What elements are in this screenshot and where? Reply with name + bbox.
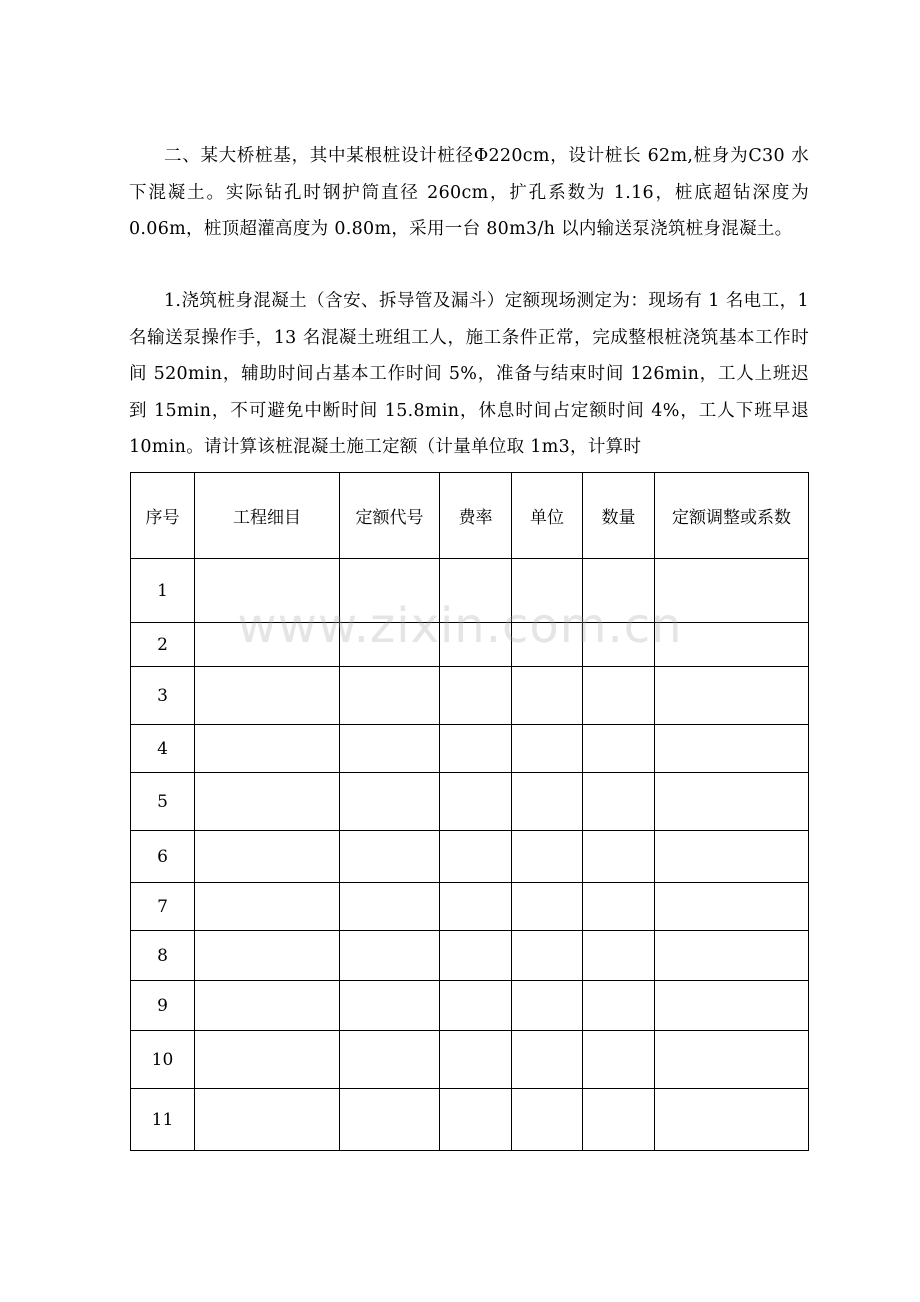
table-cell (340, 623, 440, 667)
table-cell (195, 623, 340, 667)
row-number-cell: 10 (131, 1031, 195, 1089)
table-cell (195, 773, 340, 831)
table-cell (583, 725, 655, 773)
table-cell (340, 773, 440, 831)
table-cell (195, 931, 340, 981)
row-number-cell: 11 (131, 1089, 195, 1151)
row-number-cell: 1 (131, 559, 195, 623)
table-cell (583, 667, 655, 725)
table-row (131, 831, 809, 883)
table-cell (440, 883, 512, 931)
row-number-cell: 2 (131, 623, 195, 667)
table-cell (340, 931, 440, 981)
table-cell (440, 981, 512, 1031)
table-cell (655, 931, 809, 981)
table-row (131, 1031, 809, 1089)
table-cell (655, 1031, 809, 1089)
table-header-row (131, 473, 809, 559)
table-cell (583, 773, 655, 831)
header-cell: 定额代号 (340, 473, 440, 559)
table-cell (340, 559, 440, 623)
row-number-cell: 5 (131, 773, 195, 831)
table-cell (195, 981, 340, 1031)
header-cell: 序号 (131, 473, 195, 559)
table-row (131, 667, 809, 725)
table-cell (195, 831, 340, 883)
table-cell (655, 773, 809, 831)
table-cell (583, 559, 655, 623)
table-row (131, 981, 809, 1031)
table-cell (440, 1031, 512, 1089)
table-cell (440, 773, 512, 831)
table-cell (340, 981, 440, 1031)
row-number-cell: 8 (131, 931, 195, 981)
table-cell (512, 883, 583, 931)
table-cell (512, 559, 583, 623)
table-cell (195, 1031, 340, 1089)
table-cell (340, 1031, 440, 1089)
table-cell (655, 1089, 809, 1151)
table-row (131, 725, 809, 773)
table-cell (583, 623, 655, 667)
table-cell (340, 725, 440, 773)
table-cell (655, 831, 809, 883)
table-cell (440, 725, 512, 773)
table-cell (195, 667, 340, 725)
table-cell (512, 725, 583, 773)
table-cell (583, 1031, 655, 1089)
table-row (131, 773, 809, 831)
header-cell: 定额调整或系数 (655, 473, 809, 559)
table-cell (195, 725, 340, 773)
table-cell (655, 981, 809, 1031)
table-cell (512, 931, 583, 981)
table-cell (655, 623, 809, 667)
header-cell: 单位 (512, 473, 583, 559)
table-cell (340, 883, 440, 931)
table-cell (583, 931, 655, 981)
table-cell (512, 831, 583, 883)
table-cell (512, 667, 583, 725)
row-number-cell: 3 (131, 667, 195, 725)
row-number-cell: 9 (131, 981, 195, 1031)
table-cell (340, 667, 440, 725)
row-number-cell: 7 (131, 883, 195, 931)
table-row (131, 559, 809, 623)
row-number-cell: 6 (131, 831, 195, 883)
table-cell (512, 623, 583, 667)
table-cell (583, 1089, 655, 1151)
table-cell (583, 981, 655, 1031)
header-cell: 数量 (583, 473, 655, 559)
table-cell (655, 559, 809, 623)
header-cell: 费率 (440, 473, 512, 559)
question-paragraph: 二、某大桥桩基，其中某根桩设计桩径Φ220cm，设计桩长 62m,桩身为C30 水下混凝土。实际钻孔时钢护筒直径 260cm，扩孔系数为 1.16，桩底超钻深度为 0.06m，桩顶超灌高度为 0.80m，采用一台 80m3/h 以内输送泵浇筑桩身混凝土。 (129, 146, 809, 239)
table-cell (195, 883, 340, 931)
watermark: www.zixin.com.cn (237, 598, 683, 654)
table-cell (440, 831, 512, 883)
header-cell: 工程细目 (195, 473, 340, 559)
table-cell (512, 773, 583, 831)
table-cell (440, 931, 512, 981)
table-row (131, 931, 809, 981)
table-cell (512, 981, 583, 1031)
table-cell (440, 623, 512, 667)
table-cell (655, 883, 809, 931)
table-cell (655, 667, 809, 725)
sub-question-paragraph: 1.浇筑桩身混凝土（含安、拆导管及漏斗）定额现场测定为：现场有 1 名电工，1 名输送泵操作手，13 名混凝土班组工人，施工条件正常，完成整根桩浇筑基本工作时间 520min，辅助时间占基本工作时间 5%，准备与结束时间 126min，工人上班迟到 15min，不可避免中断时间 15.8min，休息时间占定额时间 4%，工人下班早退 10min。请计算该桩混凝土施工定额（计量单位取 1m3，计算时 (129, 291, 809, 457)
table-cell (440, 559, 512, 623)
table-cell (655, 725, 809, 773)
table-cell (195, 1089, 340, 1151)
table-row (131, 1089, 809, 1151)
table-body (131, 559, 809, 1151)
table-cell (583, 831, 655, 883)
table-cell (440, 1089, 512, 1151)
table-row (131, 623, 809, 667)
table-cell (340, 1089, 440, 1151)
table-cell (440, 667, 512, 725)
table-cell (583, 883, 655, 931)
table-cell (512, 1089, 583, 1151)
table-cell (195, 559, 340, 623)
table-row (131, 883, 809, 931)
table-cell (512, 1031, 583, 1089)
table-cell (340, 831, 440, 883)
quota-table (130, 472, 809, 1151)
row-number-cell: 4 (131, 725, 195, 773)
